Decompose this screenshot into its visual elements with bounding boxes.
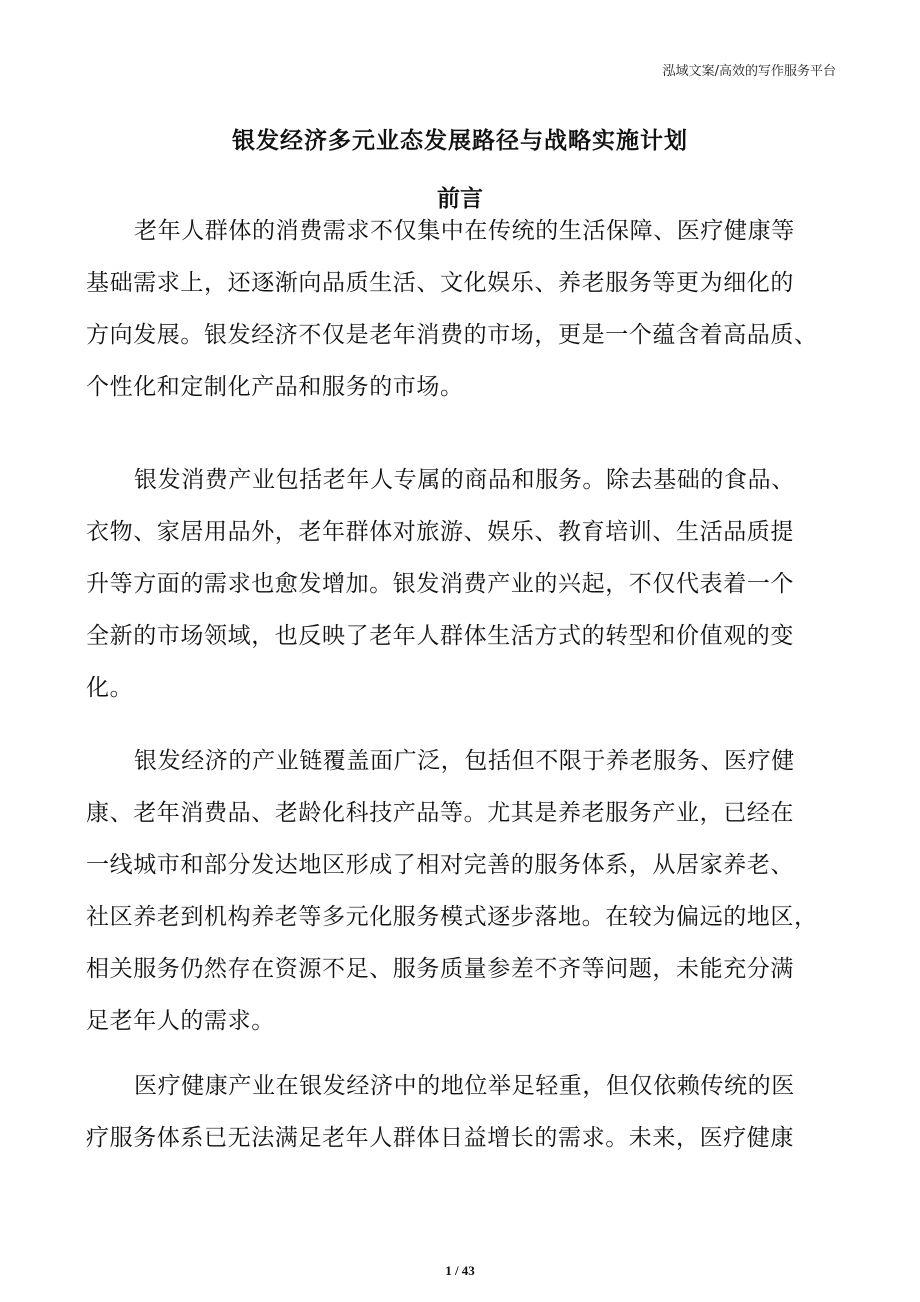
paragraph-line: 基础需求上，还逐渐向品质生活、文化娱乐、养老服务等更为细化的 xyxy=(86,270,794,296)
paragraph-line: 化。 xyxy=(86,675,134,701)
paragraph-line: 相关服务仍然存在资源不足、服务质量参差不齐等问题，未能充分满 xyxy=(86,956,794,982)
paragraph-line: 衣物、家居用品外，老年群体对旅游、娱乐、教育培训、生活品质提 xyxy=(86,519,794,545)
paragraph-line: 一线城市和部分发达地区形成了相对完善的服务体系，从居家养老、 xyxy=(86,852,794,878)
paragraph-line: 康、老年消费品、老龄化科技产品等。尤其是养老服务产业，已经在 xyxy=(86,800,794,826)
page-header: 泓域文案/高效的写作服务平台 xyxy=(662,64,836,79)
paragraph-line: 医疗健康产业在银发经济中的地位举足轻重，但仅依赖传统的医 xyxy=(134,1073,795,1099)
paragraph-line: 全新的市场领域，也反映了老年人群体生活方式的转型和价值观的变 xyxy=(86,623,794,649)
page-number: 1 / 43 xyxy=(445,1263,475,1278)
paragraph-line: 社区养老到机构养老等多元化服务模式逐步落地。在较为偏远的地区， xyxy=(86,904,818,930)
paragraph-line: 老年人群体的消费需求不仅集中在传统的生活保障、医疗健康等 xyxy=(134,218,795,244)
paragraph-line: 银发经济的产业链覆盖面广泛，包括但不限于养老服务、医疗健 xyxy=(134,748,795,774)
paragraph-line: 个性化和定制化产品和服务的市场。 xyxy=(86,374,464,400)
paragraph-line: 升等方面的需求也愈发增加。银发消费产业的兴起，不仅代表着一个 xyxy=(86,571,794,597)
section-heading: 前言 xyxy=(437,186,483,212)
paragraph-line: 方向发展。银发经济不仅是老年消费的市场，更是一个蕴含着高品质、 xyxy=(86,322,818,348)
paragraph-line: 银发消费产业包括老年人专属的商品和服务。除去基础的食品、 xyxy=(134,467,795,493)
paragraph-line: 疗服务体系已无法满足老年人群体日益增长的需求。未来，医疗健康 xyxy=(86,1125,794,1151)
document-title: 银发经济多元业态发展路径与战略实施计划 xyxy=(232,128,688,154)
paragraph-line: 足老年人的需求。 xyxy=(86,1008,275,1034)
